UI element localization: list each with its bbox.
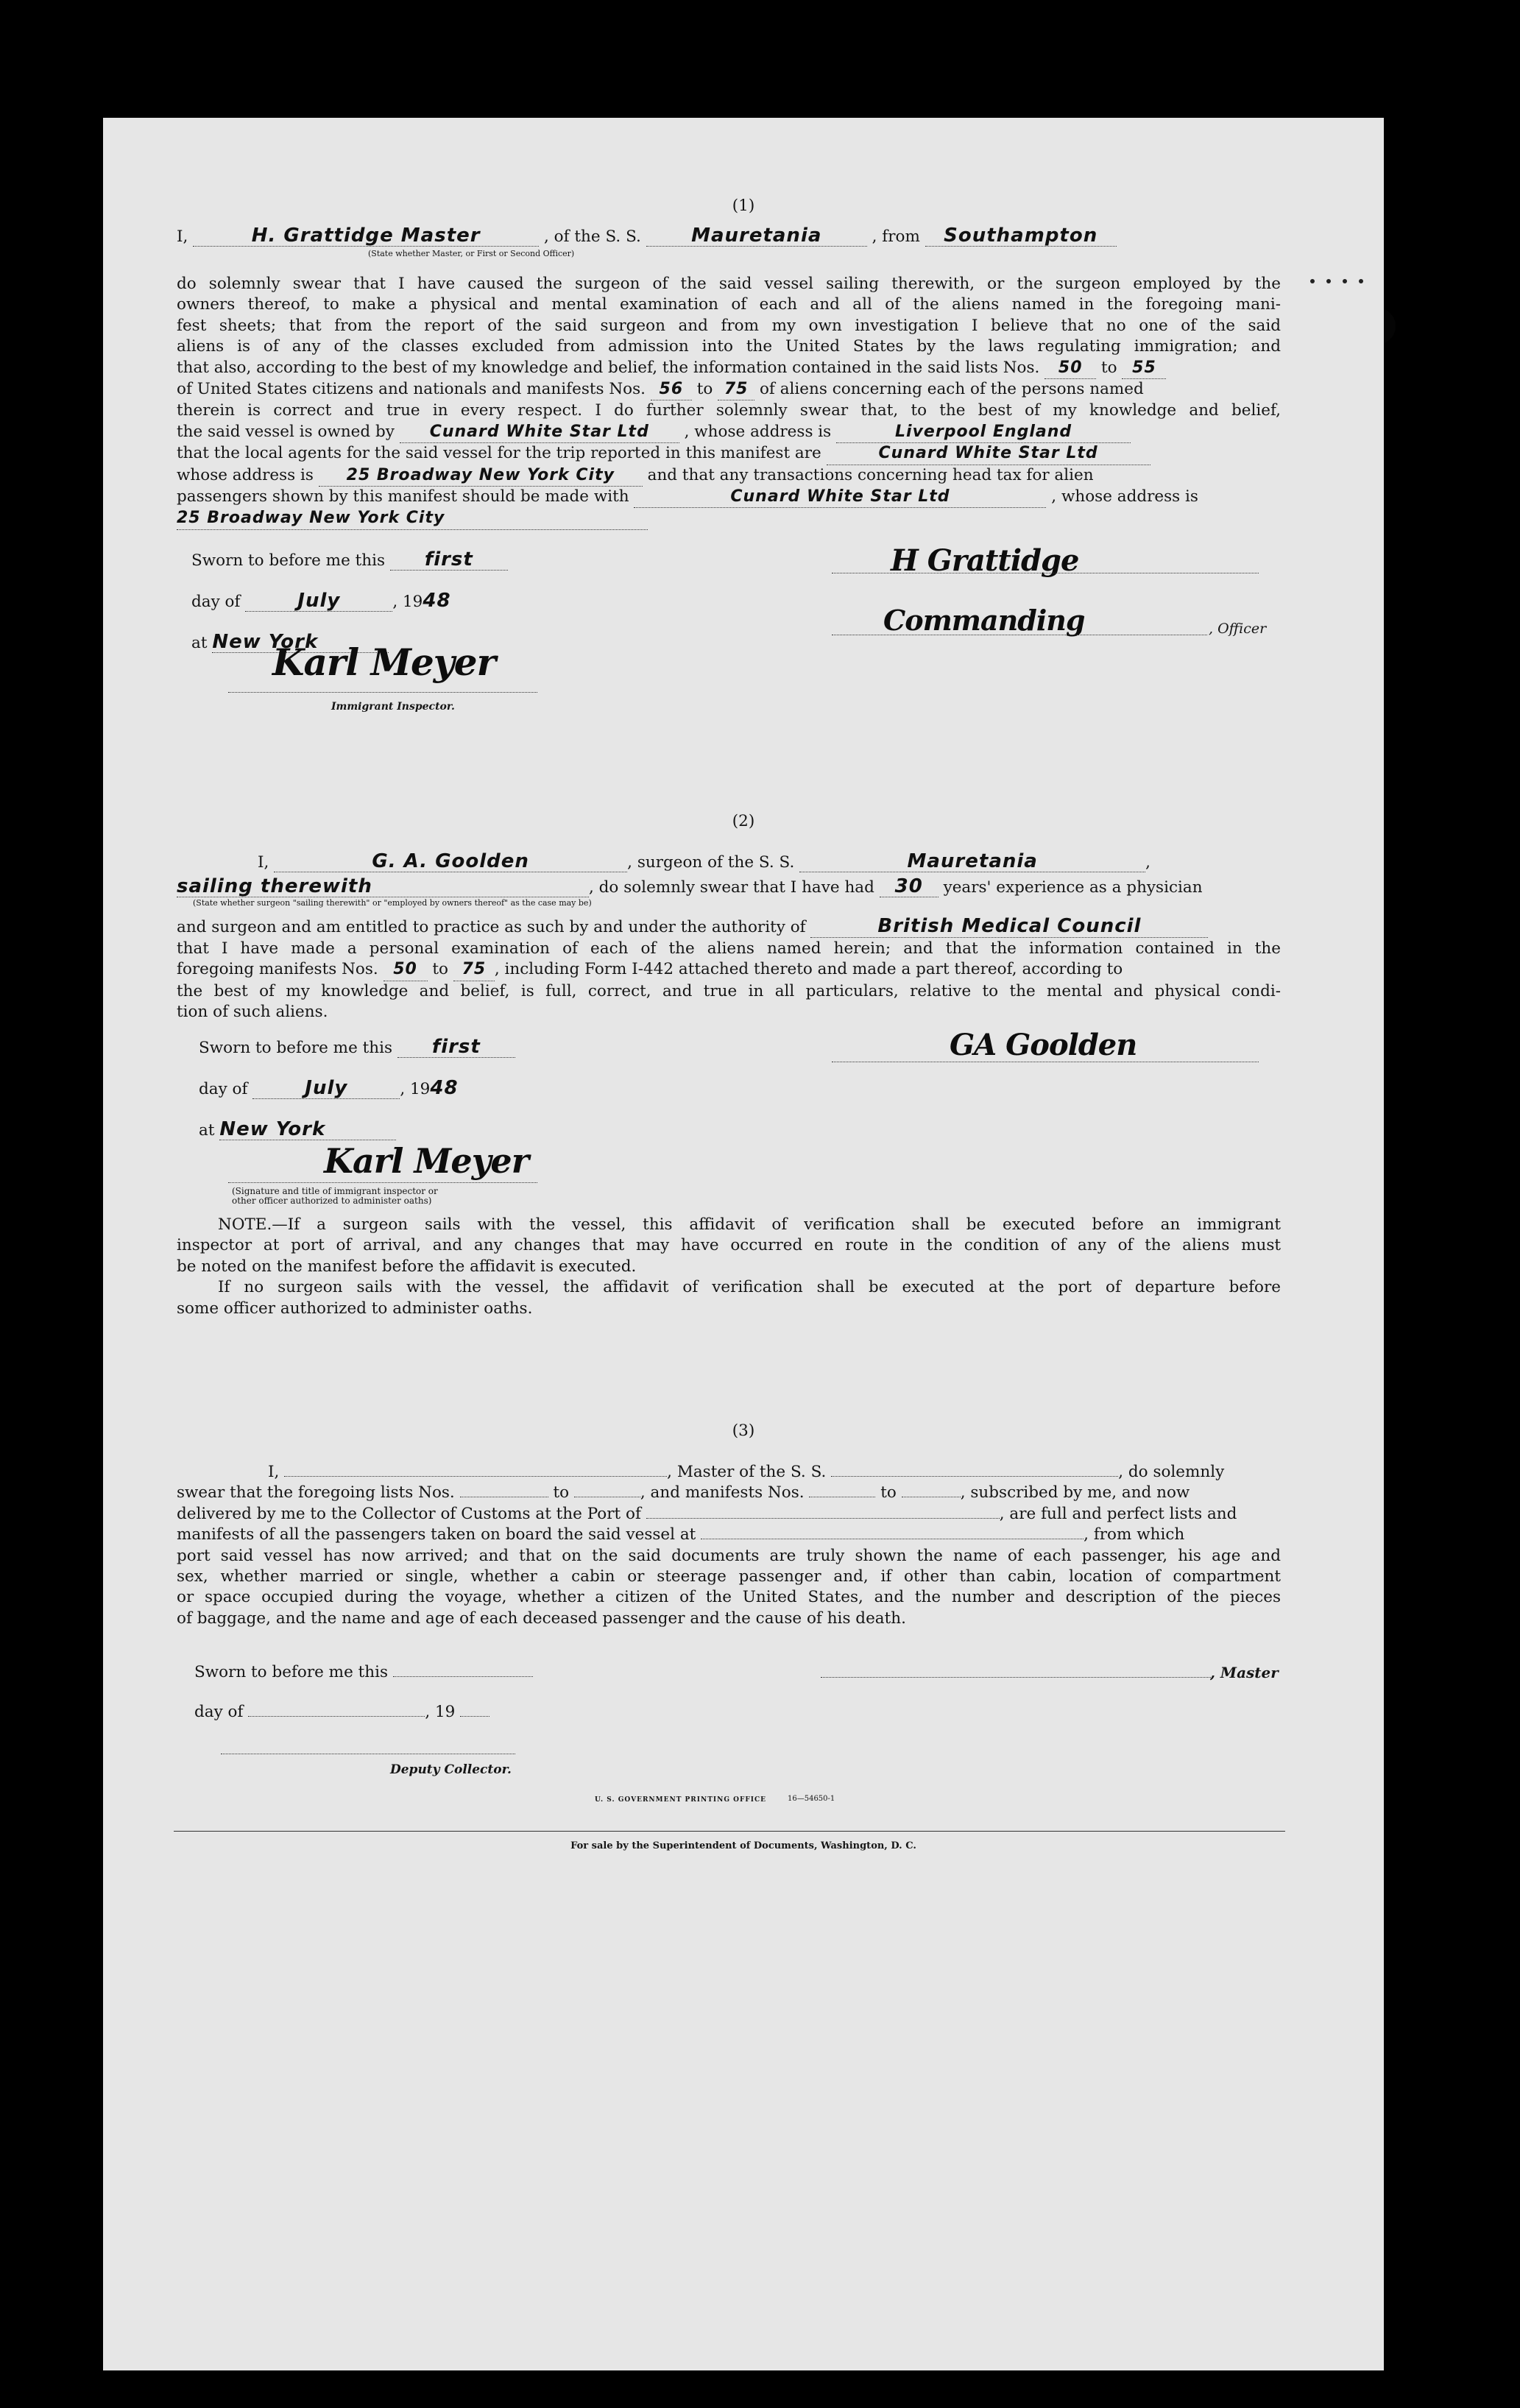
oath-line: of United States citizens and nationals and manifests Nos. (177, 380, 646, 399)
whose-address-label: whose address is (177, 465, 314, 484)
agents-label: that the local agents for the said vessel for the trip reported in this manifest are (177, 444, 821, 463)
agents-address: 25 Broadway New York City (319, 465, 643, 487)
i-label: I, (268, 1463, 280, 1481)
master-label: , Master (1210, 1664, 1279, 1681)
section-2-oath (177, 851, 1281, 1023)
years-label: years' experience as a physician (943, 878, 1203, 897)
signature-caption-line: (Signature and title of immigrant inspector or (232, 1186, 438, 1196)
decorative-dots (1310, 272, 1384, 278)
passengers-label: passengers shown by this manifest should be made with (177, 487, 629, 506)
manifests-label: , and manifests Nos. (640, 1483, 805, 1503)
sworn-month: July (245, 590, 392, 612)
swear-lists-label: swear that the foregoing lists Nos. (177, 1483, 455, 1503)
vessel-name: Mauretania (646, 225, 867, 247)
oath-line: therein is correct and true in every respect. I do further solemnly swear that, to the best of my knowledge and belief, (177, 401, 1281, 420)
owner-name: Cunard White Star Ltd (400, 422, 679, 443)
note-line: be noted on the manifest before the affidavit is executed. (177, 1257, 637, 1276)
sworn-month: July (252, 1078, 400, 1099)
inspector-signature-2: Karl Meyer (324, 1141, 529, 1181)
master-of-label: , Master of the S. S. (667, 1463, 827, 1481)
section-2-number: (2) (732, 812, 755, 830)
port-blank (646, 1518, 1000, 1519)
comma: , (392, 593, 398, 611)
sailing-caption: (State whether surgeon "sailing therewith" or "employed by owners thereof" as the case may be) (193, 898, 592, 908)
to-label: to (880, 1483, 897, 1503)
departure-port: Southampton (925, 225, 1117, 247)
lists-from: 50 (1044, 358, 1096, 379)
owner-address: Liverpool England (836, 422, 1131, 443)
from-label: , from (872, 227, 920, 246)
surgeon-vessel: Mauretania (799, 851, 1145, 872)
year-prefix: , 19 (425, 1703, 456, 1721)
comma: , (1145, 853, 1151, 872)
section-1-number: (1) (732, 197, 755, 215)
inspector-caption: Immigrant Inspector. (331, 701, 455, 713)
sworn-place: New York (212, 632, 389, 653)
at-label: at (199, 1121, 215, 1140)
manifest-page (103, 118, 1384, 2370)
note-line: NOTE.—If a surgeon sails with the vessel, this affidavit of verification shall be executed before an immigrant (218, 1215, 1281, 1234)
sworn-block-3 (194, 1662, 710, 1723)
officer-title: Commanding (883, 604, 1085, 637)
years-experience: 30 (880, 876, 938, 897)
section-3-line: port said vessel has now arrived; and that on the said documents are truly shown the name of each passenger, his age and (177, 1546, 1281, 1565)
year-blank (460, 1716, 489, 1717)
day-of-label: day of (191, 593, 241, 611)
officer-label: , Officer (1209, 621, 1267, 637)
full-perfect-label: , are full and perfect lists and (999, 1504, 1237, 1523)
surgeon-signature: GA Goolden (950, 1028, 1137, 1062)
sworn-year: 48 (423, 590, 451, 612)
i-label: I, (258, 853, 269, 872)
form-code: 16—54650-1 (788, 1795, 835, 1803)
oath-line: owners thereof, to make a physical and mental examination of each and all of the aliens named in the foregoing mani- (177, 295, 1281, 314)
sworn-day: first (390, 549, 508, 571)
year-prefix: 19 (403, 593, 423, 611)
surgeon-line: tion of such aliens. (177, 1003, 328, 1022)
swear-label: , do solemnly swear that I have had (589, 878, 874, 897)
note-line: some officer authorized to administer oaths. (177, 1299, 533, 1318)
surgeon-name: G. A. Goolden (274, 851, 627, 872)
sworn-block-2 (199, 1037, 729, 1148)
signature-caption-line: other officer authorized to administer oaths) (232, 1196, 432, 1206)
section-3-number: (3) (732, 1422, 755, 1440)
oath-line: fest sheets; that from the report of the said surgeon and from my own investigation I believe that no one of the said (177, 316, 1281, 335)
day-of-label: day of (194, 1703, 244, 1721)
tax-party: Cunard White Star Ltd (634, 487, 1046, 508)
surgeon-line: that I have made a personal examination of each of the aliens named herein; and that the information contained in the (177, 939, 1281, 958)
section-1-body (177, 274, 1281, 530)
section-3-line: or space occupied during the voyage, whether a citizen of the United States, and the number and description of the pieces (177, 1588, 1281, 1607)
printing-office: U. S. GOVERNMENT PRINTING OFFICE (595, 1796, 767, 1804)
of-ss-label: , of the S. S. (544, 227, 641, 246)
section-3-oath (177, 1462, 1281, 1629)
manifest-from: 56 (651, 379, 692, 400)
lists-to: 55 (1122, 358, 1166, 379)
authority-label: and surgeon and am entitled to practice as such by and under the authority of (177, 918, 806, 937)
year-prefix: 19 (410, 1080, 431, 1098)
month-blank (248, 1716, 425, 1717)
section-3-line: of baggage, and the name and age of each deceased passenger and the cause of his death. (177, 1609, 906, 1628)
to-label: to (1101, 358, 1117, 377)
subscribed-label: , subscribed by me, and now (960, 1483, 1190, 1503)
owned-by-label: the said vessel is owned by (177, 422, 395, 441)
to-label: to (432, 960, 448, 979)
signature-caption (232, 1187, 438, 1206)
oath-line: aliens is of any of the classes excluded from admission into the United States by the laws regulating immigration; and (177, 337, 1281, 356)
surgeon-of-label: , surgeon of the S. S. (627, 853, 795, 872)
sworn-day: first (397, 1037, 515, 1058)
day-of-label: day of (199, 1080, 248, 1098)
delivered-label: delivered by me to the Collector of Customs at the Port of (177, 1504, 641, 1523)
for-sale-note: For sale by the Superintendent of Documents, Washington, D. C. (570, 1840, 916, 1851)
whose-address-label: , whose address is (684, 422, 832, 441)
section-1-oath (177, 225, 1281, 261)
head-tax-label: and that any transactions concerning head tax for alien (647, 465, 1094, 484)
section-3-line: sex, whether married or single, whether a cabin or steerage passenger and, if other than cabin, location of compartment (177, 1567, 1281, 1586)
manifest-to: 75 (453, 959, 495, 981)
sworn-label: Sworn to before me this (194, 1663, 389, 1681)
note-block (177, 1215, 1281, 1319)
oath-line: do solemnly swear that I have caused the surgeon of the said vessel sailing therewith, or the surgeon employed by the (177, 275, 1281, 293)
solemnly-label: , do solemnly (1118, 1463, 1225, 1481)
master-name: H. Grattidge Master (193, 225, 539, 247)
vessel-blank (831, 1476, 1118, 1477)
master-caption: (State whether Master, or First or Second Officer) (368, 249, 575, 258)
officer-signature: H Grattidge (891, 543, 1079, 578)
foregoing-label: foregoing manifests Nos. (177, 960, 378, 979)
tax-address: 25 Broadway New York City (177, 508, 648, 529)
master-signature-line (821, 1677, 1211, 1678)
manifest-to: 75 (718, 379, 754, 400)
sworn-label: Sworn to before me this (191, 551, 386, 570)
oath-line: that also, according to the best of my knowledge and belief, the information contained in the said lists Nos. (177, 358, 1040, 377)
manifests-all-label: manifests of all the passengers taken on board the said vessel at (177, 1525, 696, 1544)
sailing-status: sailing therewith (177, 876, 589, 897)
surgeon-line: the best of my knowledge and belief, is full, correct, and true in all particulars, relative to the mental and physical condi- (177, 981, 1281, 1000)
whose-address-label: , whose address is (1051, 487, 1198, 506)
at-label: at (191, 634, 208, 652)
note-line: If no surgeon sails with the vessel, the affidavit of verification shall be executed at the port of departure before (218, 1278, 1281, 1297)
sworn-year: 48 (430, 1077, 459, 1099)
sworn-day-blank (393, 1676, 533, 1677)
oath-line: of aliens concerning each of the persons named (759, 380, 1144, 399)
sworn-place: New York (219, 1119, 396, 1140)
footer-rule (174, 1831, 1285, 1832)
deputy-label: Deputy Collector. (390, 1762, 512, 1777)
i-label: I, (177, 227, 188, 246)
to-label: to (696, 380, 713, 399)
manifest-from: 50 (383, 959, 428, 981)
note-line: inspector at port of arrival, and any changes that may have occurred en route in the condition of any of the aliens must (177, 1236, 1281, 1255)
sworn-label: Sworn to before me this (199, 1039, 393, 1057)
inspector-line-1 (228, 692, 537, 693)
agents-name: Cunard White Star Ltd (827, 443, 1150, 465)
master-blank (284, 1476, 667, 1477)
inspector-signature-1: Karl Meyer (272, 640, 495, 684)
inspector-line-2 (228, 1182, 537, 1183)
from-which-label: , from which (1084, 1525, 1185, 1544)
authority: British Medical Council (810, 916, 1208, 937)
to-label: to (553, 1483, 570, 1503)
comma: , (400, 1080, 406, 1098)
form-label: , including Form I-442 attached thereto and made a part thereof, according to (494, 960, 1123, 979)
